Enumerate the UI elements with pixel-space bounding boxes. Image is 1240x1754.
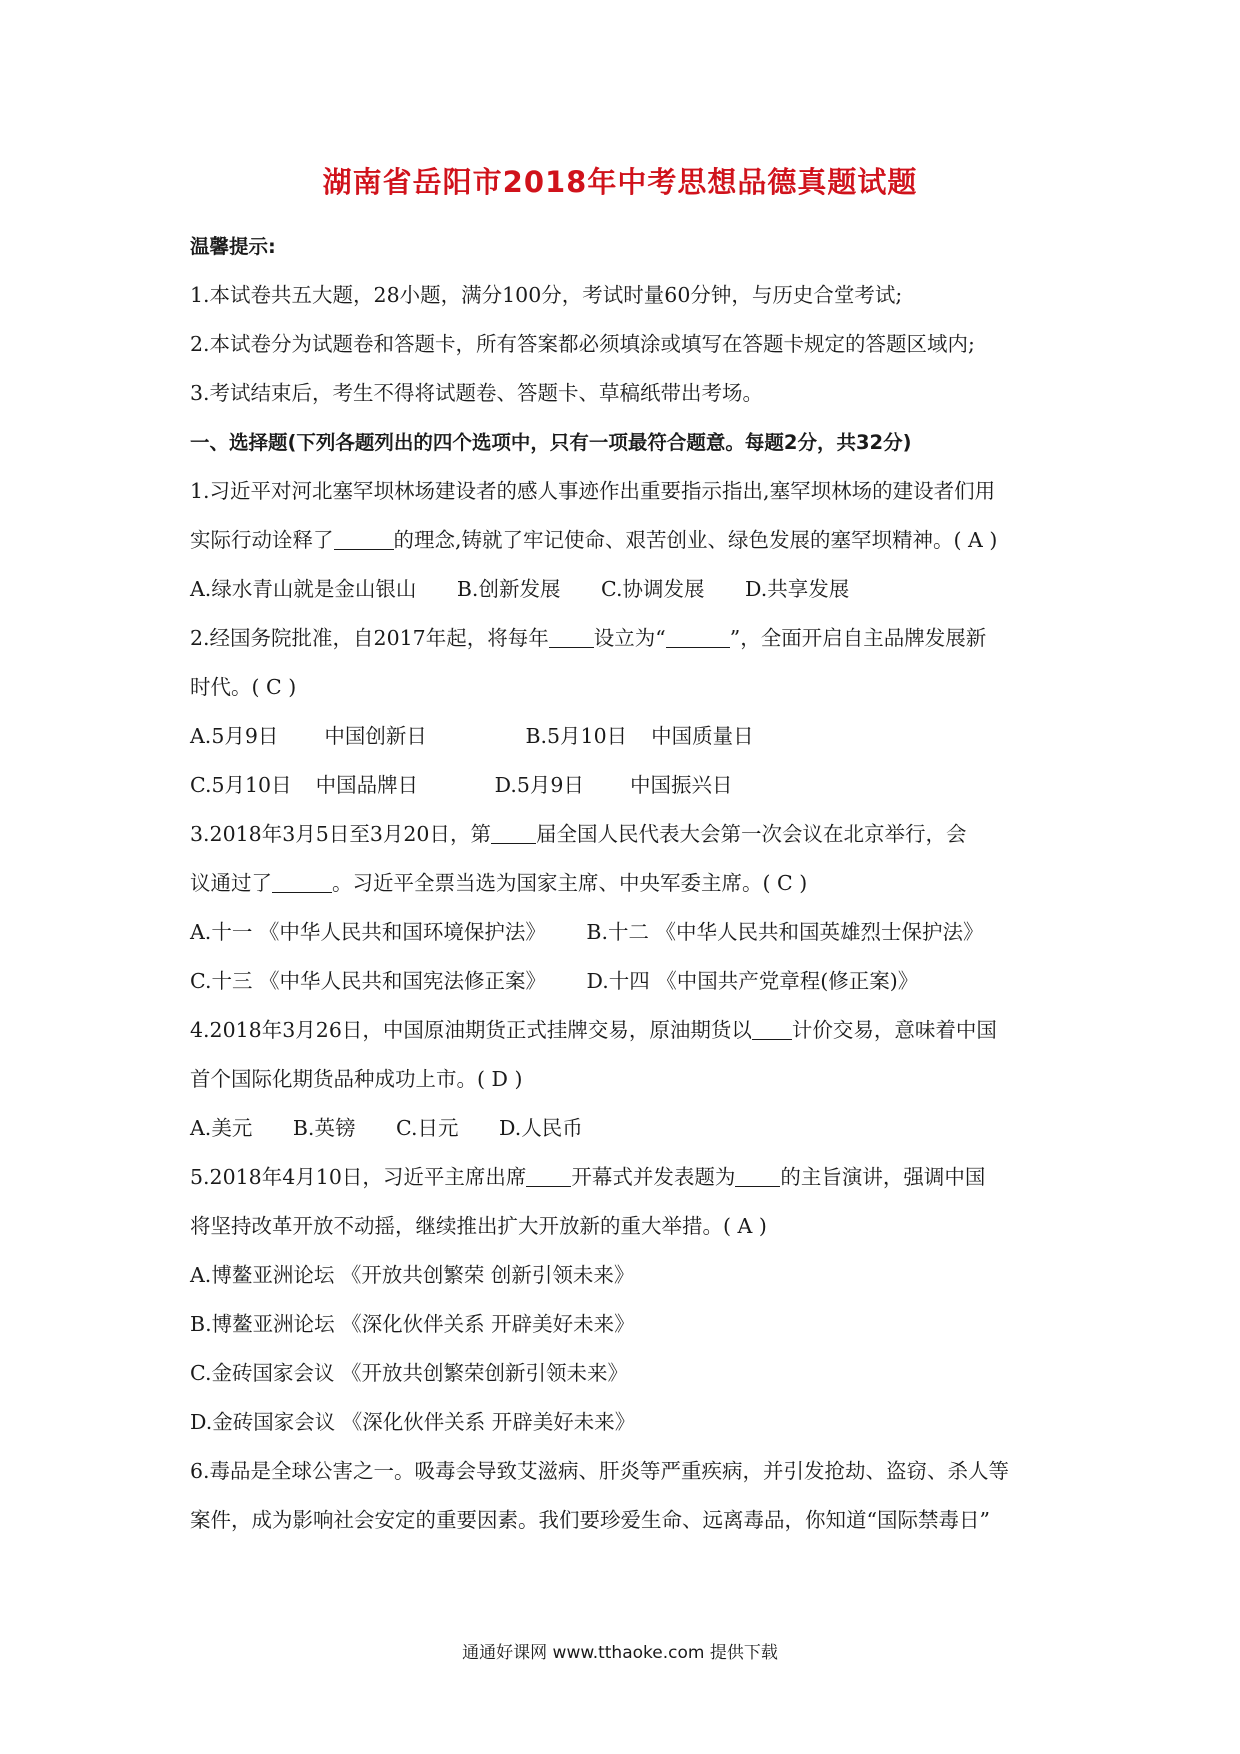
option-b: B.5月10日 — [525, 724, 628, 748]
question-text: 2.经国务院批准，自2017年起，将每年 — [190, 626, 549, 650]
document-body — [190, 222, 1070, 1545]
option-c: C.5月10日 — [190, 773, 292, 797]
question-text: 3.2018年3月5日至3月20日，第 — [190, 822, 491, 846]
option-c: C.协调发展 — [600, 577, 705, 601]
question-text: 的主旨演讲，强调中国 — [780, 1165, 986, 1189]
question-4-options — [190, 1104, 1070, 1153]
question-1-line-1: 1.习近平对河北塞罕坝林场建设者的感人事迹作出重要指示指出,塞罕坝林场的建设者们用 — [190, 479, 996, 503]
question-text: 5.2018年4月10日，习近平主席出席 — [190, 1165, 527, 1189]
question-5-option-a: A.博鳌亚洲论坛 《开放共创繁荣 创新引领未来》 — [190, 1263, 635, 1287]
question-1-options — [190, 565, 1070, 614]
question-5-option-b: B.博鳌亚洲论坛 《深化伙伴关系 开辟美好未来》 — [190, 1312, 635, 1336]
question-2-options-ab — [190, 712, 1070, 761]
question-3-options-ab — [190, 908, 1070, 957]
question-5-option-c: C.金砖国家会议 《开放共创繁荣创新引领未来》 — [190, 1361, 628, 1385]
question-5-line-1 — [190, 1153, 1070, 1202]
question-6-line-2: 案件，成为影响社会安定的重要因素。我们要珍爱生命、远离毒品，你知道“国际禁毒日” — [190, 1508, 990, 1532]
answer-blank — [666, 623, 730, 648]
question-text: 的理念,铸就了牢记使命、艰苦创业、绿色发展的塞罕坝精神。( A ) — [393, 528, 998, 552]
option-a: A.十一 《中华人民共和国环境保护法》 — [190, 920, 546, 944]
tip-item: 1.本试卷共五大题，28小题，满分100分，考试时量60分钟，与历史合堂考试; — [190, 283, 903, 307]
answer-blank — [334, 525, 394, 550]
option-a: A.绿水青山就是金山银山 — [190, 577, 417, 601]
question-2-options-cd — [190, 761, 1070, 810]
option-d: D.共享发展 — [745, 577, 850, 601]
question-text: 届全国人民代表大会第一次会议在北京举行，会 — [535, 822, 967, 846]
option-c: C.十三 《中华人民共和国宪法修正案》 — [190, 969, 546, 993]
tip-item: 2.本试卷分为试题卷和答题卡，所有答案都必须填涂或填写在答题卡规定的答题区域内; — [190, 332, 975, 356]
question-text: ”，全面开启自主品牌发展新 — [729, 626, 987, 650]
question-2-line-1 — [190, 614, 1070, 663]
question-text: 。习近平全票当选为国家主席、中央军委主席。( C ) — [332, 871, 808, 895]
page-title: 湖南省岳阳市2018年中考思想品德真题试题 — [322, 165, 918, 199]
option-a: A.5月9日 — [190, 724, 279, 748]
question-2-line-2: 时代。( C ) — [190, 675, 297, 699]
answer-blank — [272, 868, 332, 893]
option-c: C.日元 — [395, 1116, 459, 1140]
option-b-text: 中国质量日 — [651, 724, 754, 748]
answer-blank — [735, 1162, 780, 1187]
option-b: B.英镑 — [292, 1116, 356, 1140]
option-d-text: 中国振兴日 — [629, 773, 733, 797]
option-b: B.创新发展 — [456, 577, 561, 601]
question-text: 开幕式并发表题为 — [571, 1165, 736, 1189]
question-4-line-2: 首个国际化期货品种成功上市。( D ) — [190, 1067, 523, 1091]
question-3-options-cd — [190, 957, 1070, 1006]
question-text: 计价交易，意味着中国 — [791, 1018, 997, 1042]
tips-heading: 温馨提示: — [190, 235, 276, 258]
option-a: A.美元 — [190, 1116, 253, 1140]
question-5-option-d: D.金砖国家会议 《深化伙伴关系 开辟美好未来》 — [190, 1410, 636, 1434]
tip-item: 3.考试结束后，考生不得将试题卷、答题卡、草稿纸带出考场。 — [190, 381, 764, 405]
question-5-line-2: 将坚持改革开放不动摇，继续推出扩大开放新的重大举措。( A ) — [190, 1214, 767, 1238]
question-4-line-1 — [190, 1006, 1070, 1055]
question-text: 4.2018年3月26日，中国原油期货正式挂牌交易，原油期货以 — [190, 1018, 752, 1042]
answer-blank — [549, 623, 594, 648]
question-text: 议通过了 — [190, 871, 272, 895]
option-d: D.人民币 — [499, 1116, 583, 1140]
answer-blank — [491, 819, 536, 844]
option-d: D.5月9日 — [494, 773, 584, 797]
question-3-line-2 — [190, 859, 1070, 908]
option-c-text: 中国品牌日 — [315, 773, 419, 797]
section-heading: 一、选择题(下列各题列出的四个选项中，只有一项最符合题意。每题2分，共32分) — [190, 431, 912, 454]
page-footer: 通通好课网 www.tthaoke.com 提供下载 — [462, 1643, 778, 1663]
question-6-line-1: 6.毒品是全球公害之一。吸毒会导致艾滋病、肝炎等严重疾病，并引发抢劫、盗窃、杀人等 — [190, 1459, 1010, 1483]
option-b: B.十二 《中华人民共和国英雄烈士保护法》 — [586, 920, 984, 944]
question-3-line-1 — [190, 810, 1070, 859]
question-text: 设立为“ — [593, 626, 666, 650]
question-text: 实际行动诠释了 — [190, 528, 334, 552]
option-d: D.十四 《中国共产党章程(修正案)》 — [586, 969, 919, 993]
question-1-line-2 — [190, 516, 1070, 565]
option-a-text: 中国创新日 — [324, 724, 427, 748]
answer-blank — [752, 1015, 792, 1040]
answer-blank — [526, 1162, 571, 1187]
